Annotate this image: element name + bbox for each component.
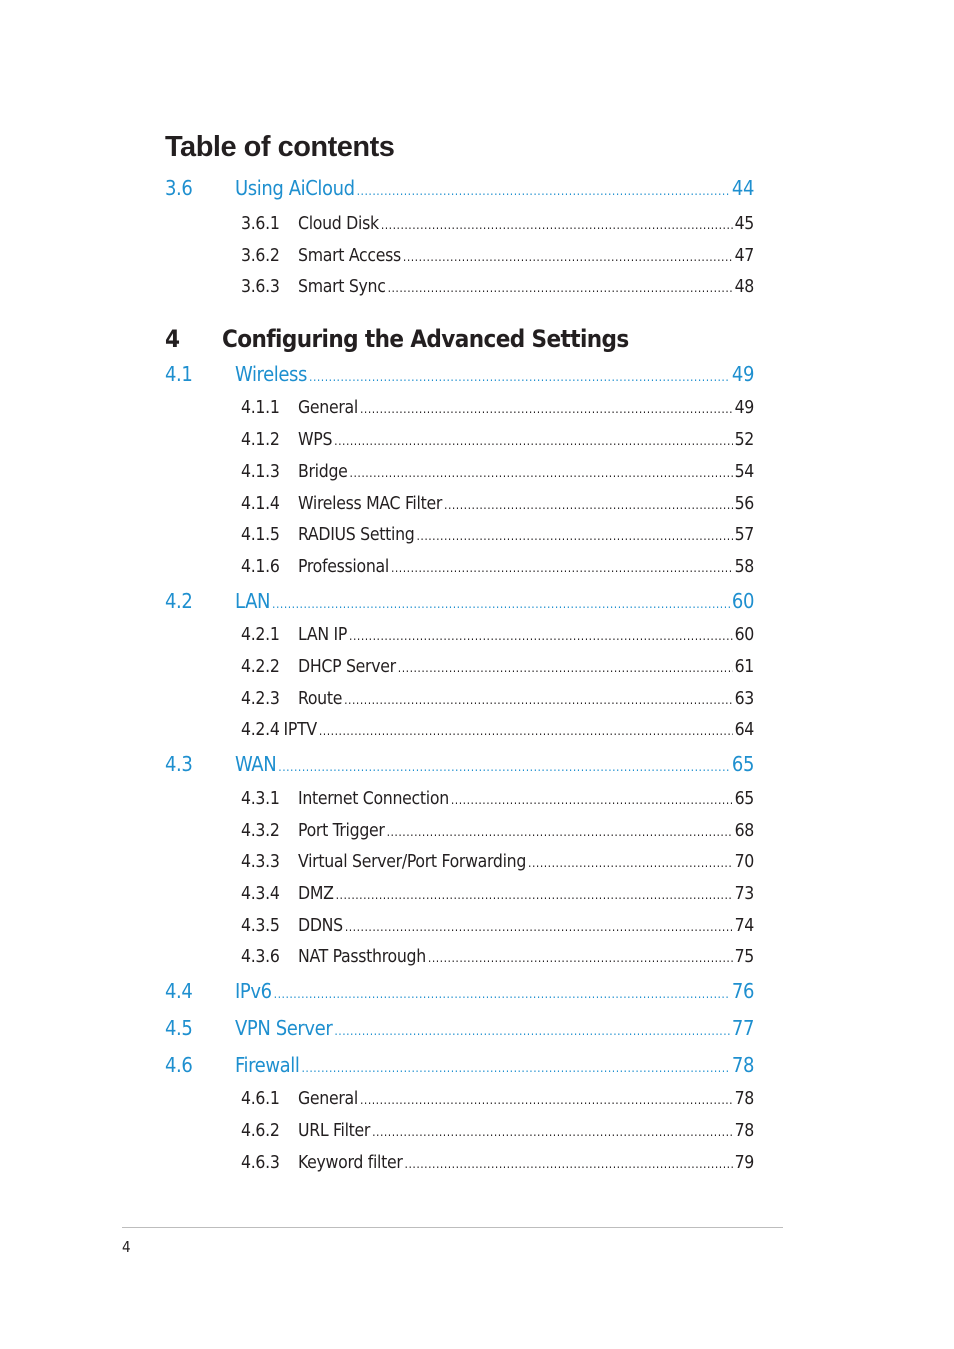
toc-entry-number: 4.3.4 bbox=[241, 884, 280, 904]
toc-entry-label: Virtual Server/Port Forwarding bbox=[298, 852, 527, 872]
toc-entry-label: Using AiCloud bbox=[235, 176, 355, 200]
toc-entry-page: 56 bbox=[734, 494, 754, 514]
toc-entry-4-3[interactable] bbox=[165, 752, 754, 776]
toc-entry-label: LAN bbox=[235, 589, 271, 613]
toc-entry-page: 44 bbox=[731, 176, 754, 200]
dot-leader bbox=[349, 629, 733, 643]
chapter-title: Configuring the Advanced Settings bbox=[222, 325, 629, 353]
dot-leader bbox=[405, 1157, 733, 1171]
dot-leader bbox=[278, 760, 730, 774]
toc-entry-number: 3.6 bbox=[165, 176, 193, 200]
toc-entry-label: Keyword filter bbox=[298, 1153, 403, 1173]
toc-entry-number: 3.6.1 bbox=[241, 214, 280, 234]
toc-entry-label: Route bbox=[298, 689, 343, 709]
toc-entry-number: 4.4 bbox=[165, 979, 193, 1003]
toc-entry-page: 77 bbox=[731, 1016, 754, 1040]
toc-entry-number: 4.6.2 bbox=[241, 1121, 280, 1141]
toc-entry-page: 65 bbox=[734, 789, 754, 809]
toc-entry-page: 49 bbox=[731, 362, 754, 386]
toc-entry-page: 48 bbox=[734, 277, 754, 297]
toc-entry-page: 70 bbox=[734, 852, 754, 872]
toc-entry-label: General bbox=[298, 1089, 358, 1109]
toc-entry-number: 4.1 bbox=[165, 362, 193, 386]
dot-leader bbox=[301, 1061, 729, 1075]
toc-entry-4-1-3[interactable] bbox=[241, 462, 754, 482]
toc-entry-page: 78 bbox=[734, 1121, 754, 1141]
toc-entry-label: RADIUS Setting bbox=[298, 525, 415, 545]
dot-leader bbox=[381, 218, 733, 232]
toc-entry-page: 79 bbox=[734, 1153, 754, 1173]
toc-entry-4-1-6[interactable] bbox=[241, 557, 754, 577]
toc-entry-label: Cloud Disk bbox=[298, 214, 379, 234]
toc-entry-label: NAT Passthrough bbox=[298, 947, 426, 967]
toc-entry-label: Professional bbox=[298, 557, 389, 577]
dot-leader bbox=[350, 466, 733, 480]
toc-entry-4-1-1[interactable] bbox=[241, 398, 754, 418]
toc-entry-page: 49 bbox=[734, 398, 754, 418]
toc-entry-number: 4.6.3 bbox=[241, 1153, 280, 1173]
dot-leader bbox=[451, 793, 733, 807]
toc-entry-number: 4.3.6 bbox=[241, 947, 280, 967]
toc-entry-number: 4.2.4 bbox=[241, 720, 280, 740]
toc-entry-label: Smart Sync bbox=[298, 277, 386, 297]
dot-leader bbox=[391, 561, 733, 575]
toc-entry-4-3-2[interactable] bbox=[241, 821, 754, 841]
dot-leader bbox=[398, 661, 733, 675]
toc-entry-number: 4.3.5 bbox=[241, 916, 280, 936]
dot-leader bbox=[528, 856, 733, 870]
toc-entry-label: General bbox=[298, 398, 358, 418]
toc-entry-page: 73 bbox=[734, 884, 754, 904]
toc-entry-label: VPN Server bbox=[235, 1016, 333, 1040]
footer-divider bbox=[122, 1227, 783, 1228]
page-title: Table of contents bbox=[165, 131, 395, 163]
toc-entry-3-6[interactable] bbox=[165, 176, 754, 200]
toc-entry-page: 76 bbox=[731, 979, 754, 1003]
toc-entry-4-3-3[interactable] bbox=[241, 852, 754, 872]
toc-entry-number: 4.3.2 bbox=[241, 821, 280, 841]
toc-entry-3-6-2[interactable] bbox=[241, 246, 754, 266]
chapter-number: 4 bbox=[165, 325, 180, 353]
toc-entry-number: 4.6 bbox=[165, 1053, 193, 1077]
toc-entry-4-1-4[interactable] bbox=[241, 494, 754, 514]
toc-entry-label: Bridge bbox=[298, 462, 348, 482]
dot-leader bbox=[344, 693, 732, 707]
toc-entry-page: 78 bbox=[734, 1089, 754, 1109]
toc-entry-page: 78 bbox=[731, 1053, 754, 1077]
toc-entry-label: Wireless bbox=[235, 362, 308, 386]
toc-entry-page: 45 bbox=[734, 214, 754, 234]
toc-entry-label: Port Trigger bbox=[298, 821, 385, 841]
toc-entry-4-6[interactable] bbox=[165, 1053, 754, 1077]
toc-entry-page: 74 bbox=[734, 916, 754, 936]
toc-entry-number: 3.6.3 bbox=[241, 277, 280, 297]
toc-entry-label: WAN bbox=[235, 752, 277, 776]
dot-leader bbox=[387, 825, 733, 839]
page-number: 4 bbox=[122, 1238, 131, 1256]
dot-leader bbox=[388, 281, 733, 295]
toc-entry-page: 60 bbox=[734, 625, 754, 645]
toc-entry-4-2[interactable] bbox=[165, 589, 754, 613]
toc-entry-number: 4.3 bbox=[165, 752, 193, 776]
toc-entry-number: 4.3.1 bbox=[241, 789, 280, 809]
dot-leader bbox=[372, 1125, 732, 1139]
dot-leader bbox=[357, 184, 730, 198]
toc-entry-4-6-1[interactable] bbox=[241, 1089, 754, 1109]
dot-leader bbox=[309, 370, 730, 384]
chapter-heading bbox=[165, 325, 629, 353]
toc-entry-4-3-5[interactable] bbox=[241, 916, 754, 936]
dot-leader bbox=[336, 888, 733, 902]
toc-entry-number: 3.6.2 bbox=[241, 246, 280, 266]
toc-entry-4-6-2[interactable] bbox=[241, 1121, 754, 1141]
dot-leader bbox=[360, 1093, 733, 1107]
toc-entry-page: 63 bbox=[734, 689, 754, 709]
dot-leader bbox=[334, 1024, 730, 1038]
dot-leader bbox=[272, 597, 730, 611]
toc-entry-label: LAN IP bbox=[298, 625, 348, 645]
toc-entry-number: 4.1.3 bbox=[241, 462, 280, 482]
toc-entry-number: 4.5 bbox=[165, 1016, 193, 1040]
toc-entry-page: 68 bbox=[734, 821, 754, 841]
toc-entry-label: DHCP Server bbox=[298, 657, 396, 677]
toc-entry-page: 57 bbox=[734, 525, 754, 545]
dot-leader bbox=[334, 434, 732, 448]
toc-entry-page: 64 bbox=[734, 720, 754, 740]
toc-entry-page: 61 bbox=[734, 657, 754, 677]
toc-entry-label: Internet Connection bbox=[298, 789, 449, 809]
toc-entry-label: Wireless MAC Filter bbox=[298, 494, 443, 514]
toc-entry-page: 65 bbox=[731, 752, 754, 776]
dot-leader bbox=[274, 987, 730, 1001]
toc-entry-number: 4.2.3 bbox=[241, 689, 280, 709]
toc-entry-number: 4.3.3 bbox=[241, 852, 280, 872]
dot-leader bbox=[416, 529, 732, 543]
toc-entry-4-2-2[interactable] bbox=[241, 657, 754, 677]
toc-entry-4-3-6[interactable] bbox=[241, 947, 754, 967]
toc-entry-page: 54 bbox=[734, 462, 754, 482]
dot-leader bbox=[428, 951, 733, 965]
toc-entry-label: WPS bbox=[298, 430, 333, 450]
dot-leader bbox=[360, 402, 733, 416]
toc-entry-4-1-5[interactable] bbox=[241, 525, 754, 545]
toc-entry-3-6-3[interactable] bbox=[241, 277, 754, 297]
toc-entry-page: 60 bbox=[731, 589, 754, 613]
toc-entry-number: 4.1.4 bbox=[241, 494, 280, 514]
toc-entry-label: DMZ bbox=[298, 884, 334, 904]
toc-entry-label: Smart Access bbox=[298, 246, 401, 266]
toc-entry-4-6-3[interactable] bbox=[241, 1153, 754, 1173]
toc-entry-number: 4.2 bbox=[165, 589, 193, 613]
dot-leader bbox=[444, 498, 733, 512]
dot-leader bbox=[403, 250, 733, 264]
toc-entry-4-1[interactable] bbox=[165, 362, 754, 386]
toc-entry-4-4[interactable] bbox=[165, 979, 754, 1003]
toc-entry-page: 75 bbox=[734, 947, 754, 967]
toc-entry-number: 4.2.1 bbox=[241, 625, 280, 645]
toc-entry-4-3-1[interactable] bbox=[241, 789, 754, 809]
toc-entry-label: URL Filter bbox=[298, 1121, 371, 1141]
toc-entry-4-2-3[interactable] bbox=[241, 689, 754, 709]
toc-entry-number: 4.1.1 bbox=[241, 398, 280, 418]
toc-entry-4-5[interactable] bbox=[165, 1016, 754, 1040]
toc-entry-number: 4.1.5 bbox=[241, 525, 280, 545]
toc-entry-4-2-1[interactable] bbox=[241, 625, 754, 645]
toc-entry-number: 4.6.1 bbox=[241, 1089, 280, 1109]
toc-entry-number: 4.1.2 bbox=[241, 430, 280, 450]
toc-entry-4-3-4[interactable] bbox=[241, 884, 754, 904]
toc-entry-page: 58 bbox=[734, 557, 754, 577]
toc-entry-label: IPv6 bbox=[235, 979, 272, 1003]
toc-entry-number: 4.1.6 bbox=[241, 557, 280, 577]
toc-entry-label: DDNS bbox=[298, 916, 343, 936]
toc-entry-3-6-1[interactable] bbox=[241, 214, 754, 234]
toc-entry-label: Firewall bbox=[235, 1053, 300, 1077]
dot-leader bbox=[319, 724, 733, 738]
toc-entry-page: 47 bbox=[734, 246, 754, 266]
toc-entry-number: 4.2.2 bbox=[241, 657, 280, 677]
toc-entry-label: IPTV bbox=[283, 720, 317, 740]
toc-entry-4-2-4[interactable] bbox=[241, 720, 754, 740]
toc-entry-page: 52 bbox=[734, 430, 754, 450]
dot-leader bbox=[345, 920, 733, 934]
toc-entry-4-1-2[interactable] bbox=[241, 430, 754, 450]
